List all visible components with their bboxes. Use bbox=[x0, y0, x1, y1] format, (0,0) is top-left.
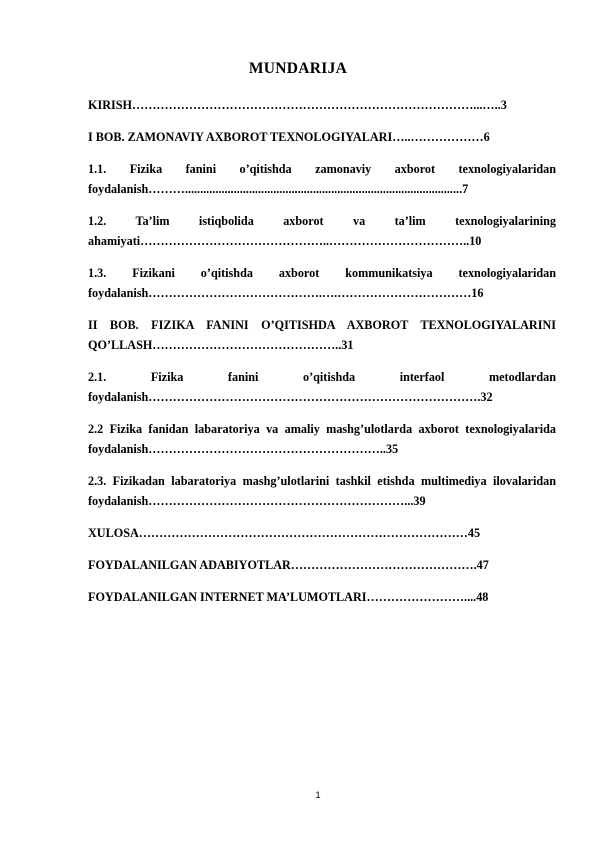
page-number: 1 bbox=[315, 790, 321, 801]
page-title: MUNDARIJA bbox=[248, 60, 348, 77]
toc-entry-1-1: 1.1. Fizika fanini o’qitishda zamonaviy axborot texnologiyalaridan foydalanish………...........................................................................................7 bbox=[88, 162, 556, 196]
toc-entry-2-2: 2.2 Fizika fanidan labaratoriya va amaliy mashg’ulotlarda axborot texnologiyalarida foydalanish…………………………………………………..35 bbox=[88, 422, 556, 456]
toc-entry-chapter-2: II BOB. FIZIKA FANINI O’QITISHDA AXBOROT TEXNOLOGIYALARINI QO’LLASH………………………………………..31 bbox=[88, 318, 556, 352]
toc-entry-2-1: 2.1. Fizika fanini o’qitishda interfaol metodlardan foydalanish……………………………………………………………………….32 bbox=[88, 370, 556, 404]
toc-entry-chapter-1: I BOB. ZAMONAVIY AXBOROT TEXNOLOGIYALARI…..………………6 bbox=[88, 130, 490, 144]
table-of-contents bbox=[88, 95, 556, 619]
toc-entry-internet: FOYDALANILGAN INTERNET MA’LUMOTLARI……………………....48 bbox=[88, 590, 489, 604]
toc-entry-xulosa: XULOSA………………………………………………………………………45 bbox=[88, 526, 481, 540]
toc-entry-adabiyotlar: FOYDALANILGAN ADABIYOTLAR……………………………………….47 bbox=[88, 558, 489, 572]
toc-entry-1-3: 1.3. Fizikani o’qitishda axborot kommunikatsiya texnologiyalaridan foydalanish…………………………………….….……………………………16 bbox=[88, 266, 556, 300]
toc-entry-1-2: 1.2. Ta’lim istiqbolida axborot va ta’lim texnologiyalarining ahamiyati………………………………………..……………………………..10 bbox=[88, 214, 556, 248]
toc-entry-2-3: 2.3. Fizikadan labaratoriya mashg’ulotlarini tashkil etishda multimediya ilovalaridan foydalanish………………………………………………………...39 bbox=[88, 474, 556, 508]
toc-entry-kirish: KIRISH…………………………………………………………………………...…..3 bbox=[88, 98, 507, 112]
